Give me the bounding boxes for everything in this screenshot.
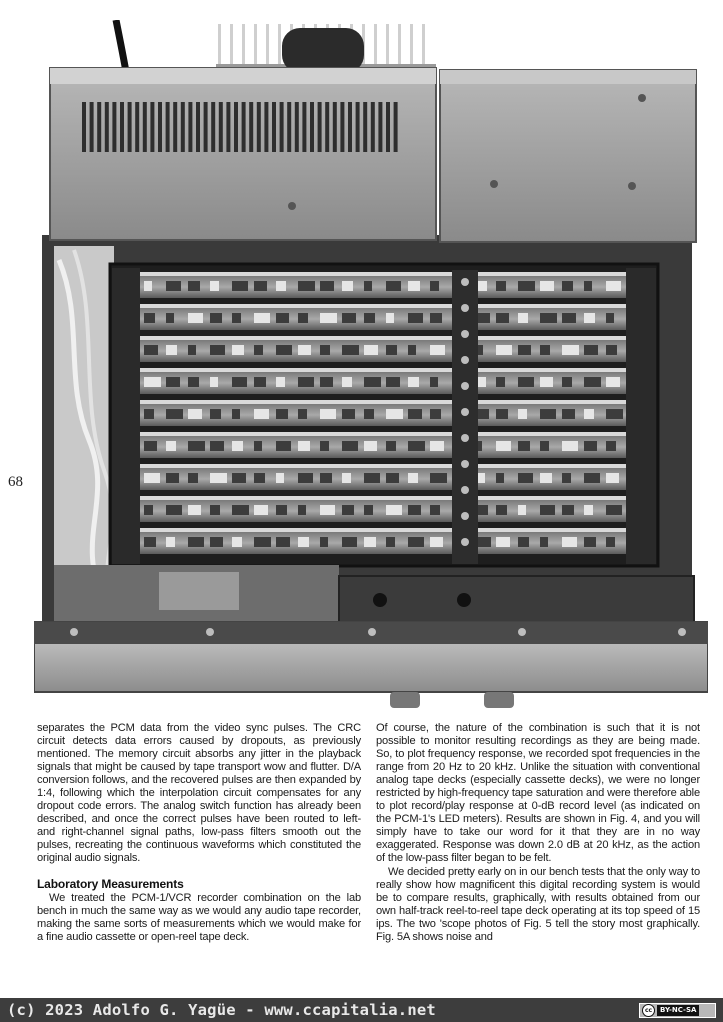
transformer-housing (339, 576, 694, 628)
left-shield-cover (50, 68, 436, 240)
body-paragraph: We decided pretty early on in our bench tests that the only way to really show how magnificent this digital recording system is would be to compare results, graphically, with results obtained from our own half-track reel-to-reel tape deck operating at its top speed of 15 ips. The two 'scope photos of Fig. 5 tell the story most graphically. Fig. 5A shows noise and (376, 865, 700, 943)
copyright-credit: (c) 2023 Adolfo G. Yagüe - www.ccapitalia.net (7, 1001, 436, 1019)
pcm-processor-interior-photo (34, 20, 708, 710)
power-cable (116, 20, 126, 72)
right-text-column (376, 722, 700, 944)
page-number: 68 (8, 474, 23, 490)
license-text: BY-NC-SA (657, 1005, 699, 1016)
license-badge (639, 1003, 716, 1018)
body-paragraph: separates the PCM data from the video sync pulses. The CRC circuit detects data errors caused by dropouts, as previously mentioned. The memory circuit absorbs any jitter in the playback signals that might be caused by tape transport wow and flutter. D/A conversion follows, and the recovered pulses are then expanded by 1:4, following which the interpolation circuit compensates for any dropout code errors. The analog switch function has already been described, and once the correct pulses have been routed to left- and right-channel signal paths, low-pass filters smooth out the pulses, recreating the continuous waveforms which constituted the original audio signals. (37, 722, 361, 865)
creative-commons-icon: cc (642, 1004, 655, 1017)
body-paragraph: Of course, the nature of the combination is such that it is not possible to monitor resulting recordings as they are being made. So, to plot frequency response, we recorded spot frequencies in the range from 20 Hz to 20 kHz. Unlike the situation with conventional analog tape decks (especially cassette decks), we were no longer restricted by high-frequency tape saturation and were therefore able to plot record/play response at 0-dB record level (as indicated on the PCM-1's LED meters). Results are shown in Fig. 4, and you will simply have to take our word for it that they are in no way exaggerated. Response was down 2.0 dB at 20 kHz, as the action of the low-pass filter began to be felt. (376, 722, 700, 865)
body-paragraph: We treated the PCM-1/VCR recorder combination on the lab bench in much the same way as we would any audio tape recorder, making the same sorts of measurements which we would make for a fine audio cassette or open-reel tape deck. (37, 891, 361, 943)
right-shield-cover (440, 70, 696, 242)
left-rail (112, 268, 140, 564)
left-text-column (37, 722, 361, 944)
circuit-boards (138, 272, 626, 554)
section-heading: Laboratory Measurements (37, 876, 184, 891)
watermark-footer (0, 998, 723, 1022)
right-rail (626, 268, 656, 564)
